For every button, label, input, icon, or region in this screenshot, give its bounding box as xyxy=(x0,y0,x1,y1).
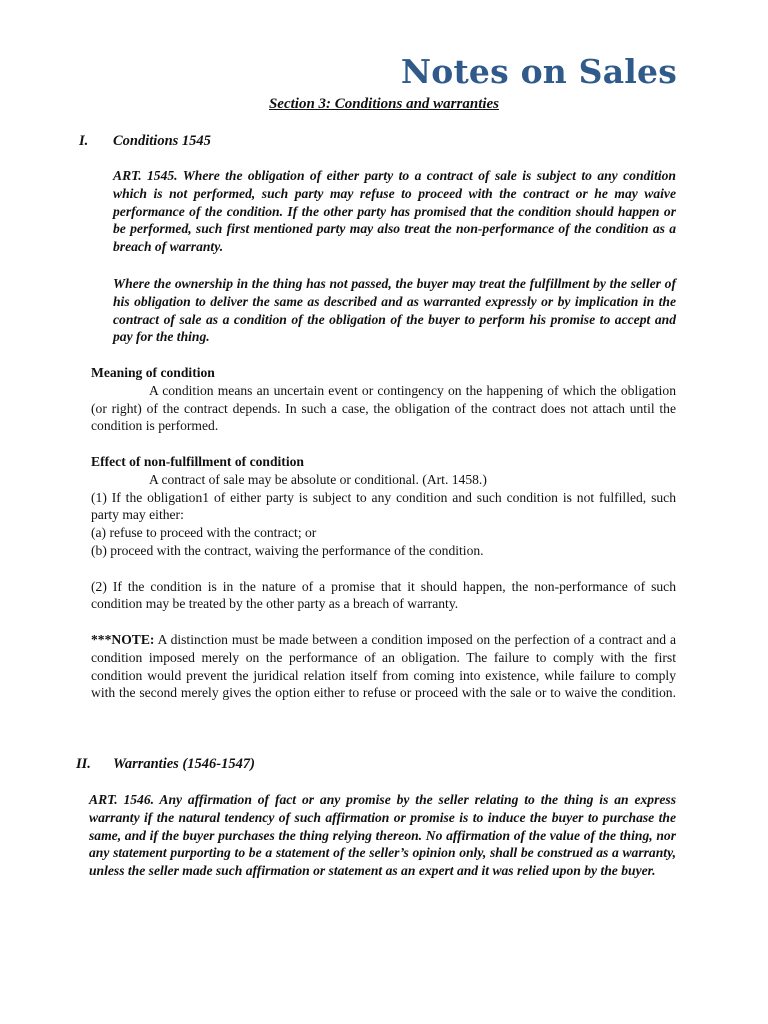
part-1-heading-text: Conditions 1545 xyxy=(113,133,211,149)
note-label: ***NOTE: xyxy=(91,632,155,647)
part-1-heading xyxy=(79,133,211,150)
art-1545-text-2: Where the ownership in the thing has not passed, the buyer may treat the fulfillment by the seller of his obligation to deliver the same as described and as warranted expressly or by implication in the contract of sale as a condition of the obligation of the buyer to perform his promise to accept and pay for the thing. xyxy=(113,276,676,345)
part-2-heading-text: Warranties (1546-1547) xyxy=(113,756,255,772)
meaning-text: A condition means an uncertain event or contingency on the happening of which the obligation (or right) of the contract depends. In such a case, the obligation of the contract does not attach until the condition is performed. xyxy=(91,382,676,434)
effect-line-3: (a) refuse to proceed with the contract; or xyxy=(91,525,317,541)
art-1545-text-1: ART. 1545. Where the obligation of either party to a contract of sale is subject to any condition which is not performed, such party may refuse to proceed with the contract or he may waive performance of the condition. If the other party has promised that the condition should happen or be performed, such first mentioned party may also treat the non-performance of the condition as a breach of warranty. xyxy=(113,168,676,255)
note-text: A distinction must be made between a condition imposed on the perfection of a contract and a condition imposed merely on the performance of an obligation. The failure to comply with the first condition would prevent the juridical relation itself from coming into existence, while failure to comply with the second merely gives the option either to refuse or proceed with the sale or to waive the condition. xyxy=(91,632,676,701)
effect-line-4: (b) proceed with the contract, waiving the performance of the condition. xyxy=(91,542,484,558)
part-2-number: II. xyxy=(76,756,91,772)
document-title: Notes on Sales xyxy=(400,52,677,91)
part-1-number: I. xyxy=(79,133,89,149)
meaning-heading: Meaning of condition xyxy=(91,365,215,380)
art-1545-paragraph-1 xyxy=(113,167,676,256)
effect-section xyxy=(91,453,676,613)
effect-line-5: (2) If the condition is in the nature of a promise that it should happen, the non-performance of such condition may be treated by the other party as a breach of warranty. xyxy=(91,578,676,612)
art-1546-text: ART. 1546. Any affirmation of fact or any promise by the seller relating to the thing is an express warranty if the natural tendency of such affirmation or promise is to induce the buyer to purchase the same, and if the buyer purchases the thing relying thereon. No affirmation of the value of the thing, nor any statement purporting to be a statement of the seller’s opinion only, shall be construed as a warranty, unless the seller made such affirmation or statement as an expert and it was relied upon by the buyer. xyxy=(89,792,676,879)
note-paragraph xyxy=(91,631,676,702)
effect-line-2: (1) If the obligation1 of either party is subject to any condition and such condition is not fulfilled, such party may either: xyxy=(91,489,676,523)
art-1545-paragraph-2 xyxy=(113,275,676,346)
meaning-of-condition-section xyxy=(91,364,676,435)
note-section xyxy=(91,631,676,702)
section-title: Section 3: Conditions and warranties xyxy=(268,96,500,112)
effect-heading: Effect of non-fulfillment of condition xyxy=(91,454,304,469)
art-1546-paragraph xyxy=(89,791,676,880)
effect-line-1: A contract of sale may be absolute or conditional. (Art. 1458.) xyxy=(149,471,487,487)
part-2-heading xyxy=(76,756,255,773)
